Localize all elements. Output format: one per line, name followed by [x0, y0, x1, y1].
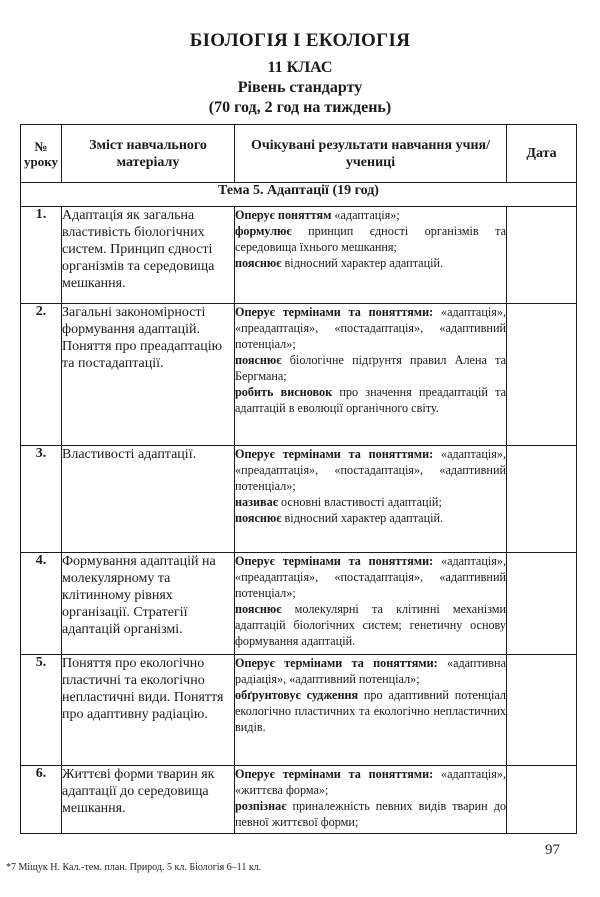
row-content: Загальні закономірності формування адаптацій. Поняття про преадаптацію та постадаптації.	[62, 304, 235, 446]
result-line: пояснює відносний характер адаптацій.	[235, 511, 444, 525]
row-results	[235, 553, 507, 655]
lesson-plan-table	[20, 124, 577, 834]
level-label: Рівень стандарту	[237, 79, 363, 96]
result-line: обґрунтовує судження про адаптивний потенціал екологічно пластичних та екологічно непластичних видів.	[235, 688, 506, 734]
row-results	[235, 304, 507, 446]
row-number: 5.	[21, 655, 62, 766]
row-date[interactable]	[507, 766, 577, 834]
result-line: Оперує термінами та поняттями: «адаптація», «преадаптація», «постадаптація», «адаптивний потенціал»;	[235, 447, 506, 493]
result-line: розпізнає приналежність певних видів тварин до певної життєвої форми;	[235, 799, 506, 829]
table-row	[21, 207, 577, 304]
header-date: Дата	[507, 125, 577, 183]
result-line: Оперує поняттям «адаптація»;	[235, 208, 400, 222]
topic-title: Тема 5. Адаптації (19 год)	[21, 183, 577, 207]
row-results	[235, 446, 507, 553]
row-date[interactable]	[507, 553, 577, 655]
row-date[interactable]	[507, 304, 577, 446]
hours-label: (70 год, 2 год на тиждень)	[208, 99, 392, 116]
table-row	[21, 766, 577, 834]
result-line: називає основні властивості адаптацій;	[235, 495, 442, 509]
document-title: БІОЛОГІЯ І ЕКОЛОГІЯ	[189, 30, 411, 51]
row-number: 2.	[21, 304, 62, 446]
row-date[interactable]	[507, 207, 577, 304]
table-header-row	[21, 125, 577, 183]
header-content: Зміст навчального матеріалу	[62, 125, 235, 183]
result-line: пояснює біологічне підґрунтя правил Алена та Бергмана;	[235, 353, 506, 383]
result-line: робить висновок про значення преадаптацій та адаптацій в еволюції органічного світу.	[235, 385, 506, 415]
header-number: № уроку	[21, 125, 62, 183]
result-line: Оперує термінами та поняттями: «адаптивна радіація», «адаптивний потенціал»;	[235, 656, 506, 686]
header-results: Очікувані результати навчання учня/учениці	[235, 125, 507, 183]
result-line: Оперує термінами та поняттями: «адаптація», «преадаптація», «постадаптація», «адаптивний потенціал»;	[235, 305, 506, 351]
footnote: *7 Міщук Н. Кал.-тем. план. Природ. 5 кл. Біологія 6–11 кл.	[6, 862, 262, 873]
table-row	[21, 446, 577, 553]
row-content: Адаптація як загальна властивість біологічних систем. Принцип єдності організмів та середовища мешкання.	[62, 207, 235, 304]
row-content: Властивості адаптації.	[62, 446, 235, 553]
result-line: Оперує термінами та поняттями: «адаптація», «преадаптація», «постадаптація», «адаптивний потенціал»;	[235, 554, 506, 600]
result-line: пояснює відносний характер адаптацій.	[235, 256, 444, 270]
row-results	[235, 655, 507, 766]
row-number: 1.	[21, 207, 62, 304]
topic-row	[21, 183, 577, 207]
row-results	[235, 207, 507, 304]
result-line: пояснює молекулярні та клітинні механізми адаптацій біологічних систем; генетичну основу формування адаптацій.	[235, 602, 506, 648]
row-number: 3.	[21, 446, 62, 553]
page-number: 97	[545, 842, 560, 858]
row-results	[235, 766, 507, 834]
result-line: Оперує термінами та поняттями: «адаптація», «життєва форма»;	[235, 767, 506, 797]
grade-label: 11 КЛАС	[267, 59, 333, 76]
row-content: Формування адаптацій на молекулярному та клітинному рівнях організації. Стратегії адаптацій організмі.	[62, 553, 235, 655]
row-number: 6.	[21, 766, 62, 834]
table-row	[21, 553, 577, 655]
row-content: Поняття про екологічно пластичні та екологічно непластичні види. Поняття про адаптивну радіацію.	[62, 655, 235, 766]
table-row	[21, 655, 577, 766]
row-content: Життєві форми тварин як адаптації до середовища мешкання.	[62, 766, 235, 834]
table-row	[21, 304, 577, 446]
row-date[interactable]	[507, 655, 577, 766]
page-header	[0, 30, 600, 118]
row-number: 4.	[21, 553, 62, 655]
result-line: формулює принцип єдності організмів та середовища їхнього мешкання;	[235, 224, 506, 254]
row-date[interactable]	[507, 446, 577, 553]
